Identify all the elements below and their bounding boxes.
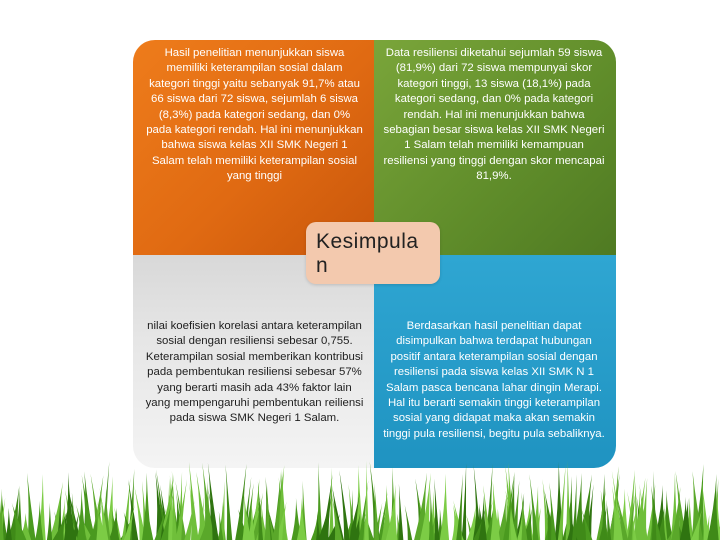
quadrant-conclusion bbox=[374, 255, 616, 468]
grass-blade bbox=[27, 473, 36, 540]
grass-blade bbox=[398, 484, 403, 540]
grass-blade bbox=[64, 472, 75, 540]
grass-blade bbox=[47, 503, 52, 540]
grass-blade bbox=[491, 480, 500, 540]
resilience-text: Data resiliensi diketahui sejumlah 59 siswa (81,9%) dari 72 siswa mempunyai skor kategori tinggi, 13 siswa (18,1%) pada kategori sedang, dan 0% pada kategori rendah. Hal ini menunjukkan bahwa sebagian besar siswa kelas XII SMK Negeri 1 Salam telah memiliki kemampuan resiliensi yang tinggi dengan skor mencapai 81,9%. bbox=[383, 47, 605, 183]
grass-border-decoration bbox=[0, 460, 720, 540]
grass-blade bbox=[461, 463, 466, 540]
grass-blade bbox=[405, 505, 413, 540]
quadrant-correlation bbox=[133, 255, 374, 468]
social-skills-text: Hasil penelitian menunjukkan siswa memiliki keterampilan sosial dalam kategori tinggi yaitu sebanyak 91,7% atau 66 siswa dari 72 siswa, sejumlah 6 siswa (8,3%) pada kategori sedang, dan 0% pada kategori rendah. Hal ini menunjukkan bahwa siswa kelas XII SMK Negeri 1 Salam telah memiliki keterampilan sosial yang tinggi bbox=[146, 47, 363, 183]
grass-blade bbox=[566, 460, 571, 540]
grass-blade bbox=[264, 486, 270, 540]
grass-blade bbox=[226, 465, 233, 540]
grass-blade bbox=[5, 508, 12, 540]
center-title-box bbox=[306, 222, 440, 284]
correlation-text: nilai koefisien korelasi antara keterampilan sosial dengan resiliensi sebesar 0,755. Keterampilan sosial memberikan kontribusi pada pembentukan resiliensi sebesar 57% yang berarti masih ada 43% faktor lain yang mempengaruhi pembentukan reiliensi pada siswa SMK Negeri 1 Salam. bbox=[145, 320, 364, 425]
grass-blade bbox=[172, 471, 177, 540]
center-title: Kesimpula n bbox=[316, 230, 419, 277]
grass-blade bbox=[434, 479, 439, 540]
conclusion-text: Berdasarkan hasil penelitian dapat disimpulkan bahwa terdapat hubungan positif antara keterampilan sosial dengan resiliensi pada siswa kelas XII SMK N 1 Salam pasca bencana lahar dingin Merapi. Hal itu berarti semakin tinggi keterampilan sosial yang didapat maka akan semakin tinggi pula resiliensi, begitu pula sebaliknya. bbox=[383, 320, 605, 440]
